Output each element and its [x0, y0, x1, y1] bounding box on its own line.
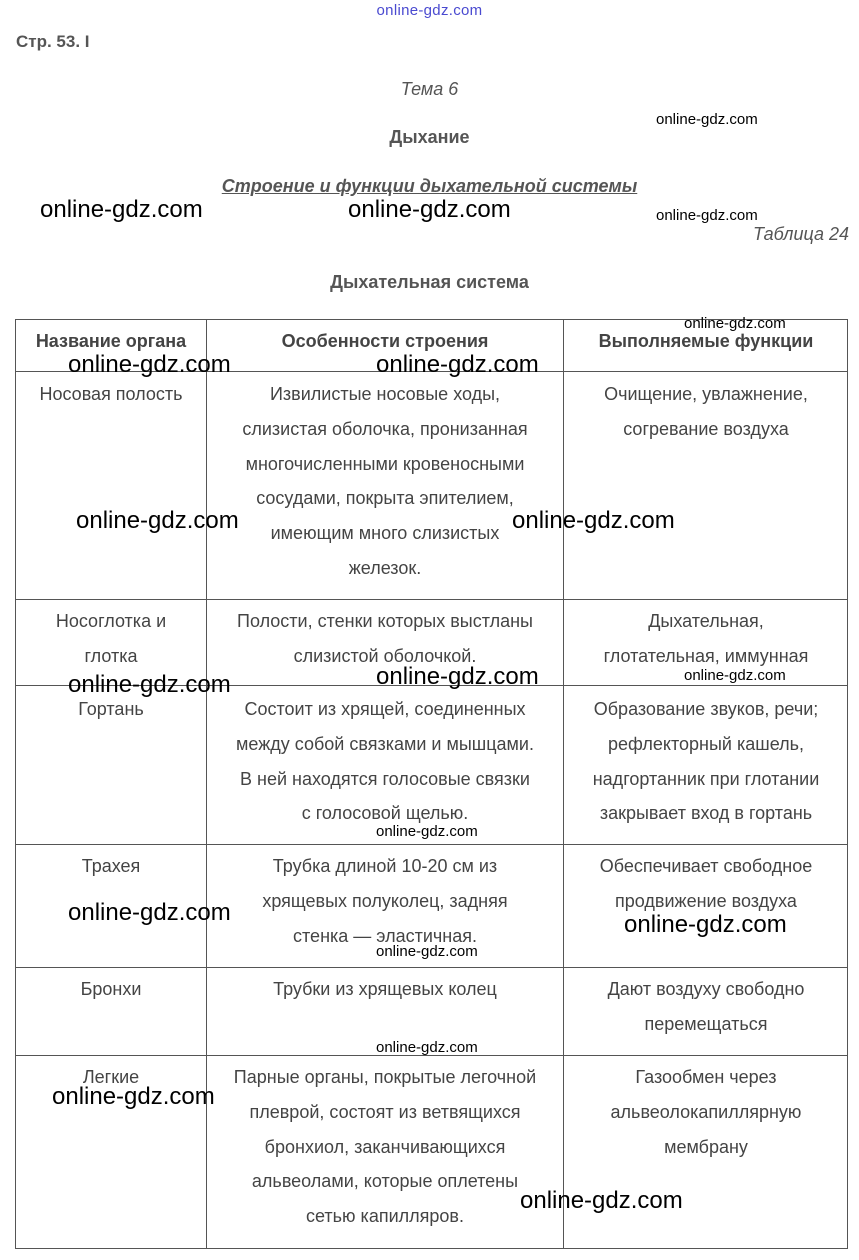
header-function: Выполняемые функции — [598, 331, 814, 351]
watermark: online-gdz.com — [376, 943, 478, 960]
cell-function: Образование звуков, речи; рефлекторный кашель, надгортанник при глотании закрывает вход в гортань — [592, 699, 820, 824]
watermark: online-gdz.com — [520, 1187, 683, 1214]
watermark: online-gdz.com — [52, 1083, 215, 1110]
cell-organ: Трахея — [81, 856, 141, 876]
table-border — [15, 1248, 848, 1249]
watermark: online-gdz.com — [348, 196, 511, 223]
cell-organ: Легкие — [82, 1067, 140, 1087]
top-watermark: online-gdz.com — [376, 2, 483, 19]
table-number: Таблица 24 — [752, 224, 849, 244]
watermark: online-gdz.com — [512, 507, 675, 534]
cell-structure: Трубка длиной 10-20 см из хрящевых полуколец, задняя стенка — эластичная. — [262, 856, 508, 946]
topic-title: Тема 6 — [400, 79, 459, 99]
chapter-title: Дыхание — [389, 127, 470, 147]
watermark: online-gdz.com — [684, 667, 786, 684]
watermark: online-gdz.com — [656, 111, 758, 128]
watermark: online-gdz.com — [68, 899, 231, 926]
watermark: online-gdz.com — [376, 663, 539, 690]
table-divider — [15, 599, 848, 600]
watermark: online-gdz.com — [76, 507, 239, 534]
cell-structure: Полости, стенки которых выстланы слизистой оболочкой. — [237, 611, 533, 666]
table-title: Дыхательная система — [330, 272, 529, 292]
cell-function: Газообмен через альвеолокапиллярную мембрану — [610, 1067, 802, 1157]
cell-structure: Извилистые носовые ходы, слизистая оболочка, пронизанная многочисленными кровеносными сосудами, покрыта эпителием, имеющим много слизистых железок. — [242, 384, 528, 578]
watermark: online-gdz.com — [376, 351, 539, 378]
watermark: online-gdz.com — [684, 315, 786, 332]
watermark: online-gdz.com — [68, 351, 231, 378]
cell-structure: Состоит из хрящей, соединенных между собой связками и мышцами. В ней находятся голосовые связки с голосовой щелью. — [236, 699, 534, 824]
cell-organ: Бронхи — [80, 979, 142, 999]
table-divider — [15, 967, 848, 968]
cell-structure: Трубки из хрящевых колец — [273, 979, 497, 999]
watermark: online-gdz.com — [656, 207, 758, 224]
watermark: online-gdz.com — [624, 911, 787, 938]
cell-organ: Носоглотка и глотка — [55, 611, 167, 666]
cell-function: Дают воздуху свободно перемещаться — [607, 979, 805, 1034]
cell-structure: Парные органы, покрытые легочной плеврой, состоят из ветвящихся бронхиол, заканчивающихся альвеолами, которые оплетены сетью капилляров. — [233, 1067, 537, 1227]
cell-organ: Гортань — [78, 699, 144, 719]
page-reference: Стр. 53. I — [16, 32, 90, 51]
table-divider — [15, 844, 848, 845]
cell-organ: Носовая полость — [39, 384, 183, 404]
watermark: online-gdz.com — [68, 671, 231, 698]
header-organ: Название органа — [35, 331, 187, 351]
watermark: online-gdz.com — [40, 196, 203, 223]
watermark: online-gdz.com — [376, 823, 478, 840]
header-structure: Особенности строения — [281, 331, 489, 351]
section-subtitle: Строение и функции дыхательной системы — [221, 176, 638, 196]
table-border — [15, 319, 16, 1249]
cell-function: Обеспечивает свободное продвижение воздуха — [599, 856, 813, 911]
cell-function: Дыхательная, глотательная, иммунная — [603, 611, 809, 666]
watermark: online-gdz.com — [376, 1039, 478, 1056]
cell-function: Очищение, увлажнение, согревание воздуха — [604, 384, 808, 439]
